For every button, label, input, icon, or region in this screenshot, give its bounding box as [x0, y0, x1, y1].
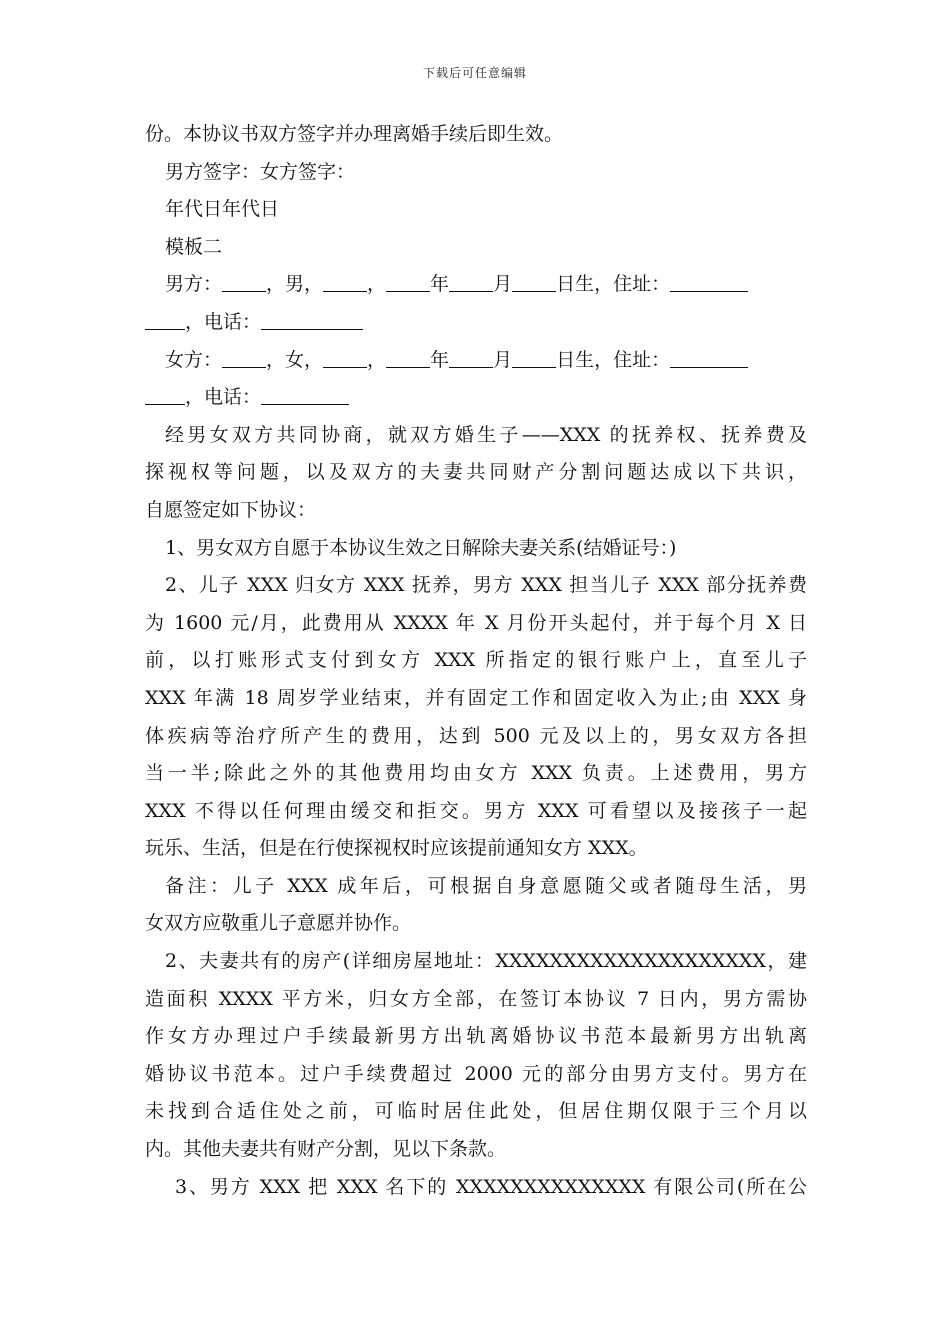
paragraph-line: 为 1600 元/月，此费用从 XXXX 年 X 月份开头起付，并于每个月 X 日	[145, 611, 807, 634]
month-label: 月	[493, 273, 513, 296]
husband-info-line	[145, 266, 807, 304]
paragraph-line: 自愿签定如下协议：	[145, 498, 317, 521]
fill-blank	[145, 311, 185, 330]
wife-label: 女方：	[165, 348, 223, 371]
paragraph-line: 女双方应敬重儿子意愿并协作。	[145, 912, 412, 935]
month-label: 月	[493, 348, 513, 371]
paragraph-line: 前，以打账形式支付到女方 XXX 所指定的银行账户上，直至儿子	[145, 649, 807, 672]
fill-blank	[261, 311, 363, 330]
wife-info-line	[145, 342, 807, 380]
paragraph-line: 未找到合适住处之前，可临时居住此处，但居住期仅限于三个月以	[145, 1100, 807, 1123]
paragraph-line: 当一半;除此之外的其他费用均由女方 XXX 负责。上述费用，男方	[145, 762, 807, 785]
fill-blank	[449, 349, 493, 368]
paragraph-line: XXX 不得以任何理由缓交和拒交。男方 XXX 可看望以及接孩子一起	[145, 799, 807, 822]
fill-blank	[512, 349, 556, 368]
signature-line: 男方签字：女方签字：	[165, 160, 356, 183]
paragraph-line: 婚协议书范本。过户手续费超过 2000 元的部分由男方支付。男方在	[145, 1062, 807, 1085]
wife-phone-line	[145, 379, 807, 417]
year-label: 年	[430, 348, 450, 371]
template-heading: 模板二	[165, 235, 223, 258]
husband-label: 男方：	[165, 273, 223, 296]
fill-blank	[512, 273, 556, 292]
fill-blank	[323, 349, 367, 368]
paragraph-line: 体疾病等治疗所产生的费用，达到 500 元及以上的，男女双方各担	[145, 724, 807, 747]
fill-blank	[670, 273, 748, 292]
fill-blank	[386, 349, 430, 368]
fill-blank	[323, 273, 367, 292]
address-label: 日生，住址：	[556, 348, 671, 371]
fill-blank	[222, 349, 266, 368]
paragraph-line: 玩乐、生活，但是在行使探视权时应该提前通知女方 XXX。	[145, 837, 648, 860]
fill-blank	[145, 386, 185, 405]
document-body	[145, 116, 807, 1206]
page-header: 下载后可任意编辑	[422, 66, 527, 80]
paragraph-line: 内。其他夫妻共有财产分割，见以下条款。	[145, 1138, 507, 1161]
address-label: 日生，住址：	[556, 273, 671, 296]
date-line: 年代日年代日	[165, 198, 280, 221]
paragraph-line: 份。本协议书双方签字并办理离婚手续后即生效。	[145, 123, 564, 145]
separator: ，	[367, 348, 387, 371]
paragraph-line: 作女方办理过户手续最新男方出轨离婚协议书范本最新男方出轨离	[145, 1025, 807, 1048]
clause-property-line: 2、夫妻共有的房产(详细房屋地址：XXXXXXXXXXXXXXXXXXXX，建	[165, 950, 807, 973]
paragraph-line: 探视权等问题，以及双方的夫妻共同财产分割问题达成以下共识，	[145, 461, 807, 484]
paragraph-line: 造面积 XXXX 平方米，归女方全部，在签订本协议 7 日内，男方需协	[145, 987, 807, 1010]
wife-gender: ，女，	[266, 348, 324, 371]
fill-blank	[261, 386, 349, 405]
fill-blank	[449, 273, 493, 292]
clause-2-line: 2、儿子 XXX 归女方 XXX 抚养，男方 XXX 担当儿子 XXX 部分抚养费	[165, 574, 807, 597]
husband-phone-line	[145, 304, 807, 342]
phone-label: ，电话：	[185, 310, 262, 333]
year-label: 年	[430, 273, 450, 296]
clause-1: 1、男女双方自愿于本协议生效之日解除夫妻关系(结婚证号：)	[165, 536, 677, 559]
fill-blank	[670, 349, 748, 368]
clause-3-line: 3、男方 XXX 把 XXX 名下的 XXXXXXXXXXXXXX 有限公司(所在公	[175, 1175, 807, 1198]
paragraph-line: 经男女双方共同协商，就双方婚生子——XXX 的抚养权、抚养费及	[165, 423, 807, 446]
paragraph-line: XXX 年满 18 周岁学业结束，并有固定工作和固定收入为止;由 XXX 身	[145, 686, 807, 709]
fill-blank	[386, 273, 430, 292]
husband-gender: ，男，	[266, 273, 324, 296]
note-line: 备注：儿子 XXX 成年后，可根据自身意愿随父或者随母生活，男	[165, 874, 807, 897]
fill-blank	[222, 273, 266, 292]
separator: ，	[367, 273, 387, 296]
phone-label: ，电话：	[185, 386, 262, 409]
